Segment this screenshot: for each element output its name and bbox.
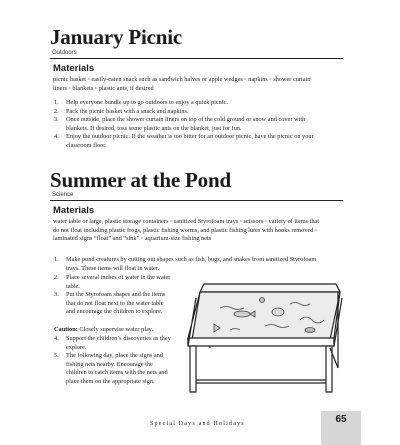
section-divider [50,58,343,59]
activity-title: Summer at the Pond [50,168,231,192]
step-item: 2. Place several inches of water in the water table. [54,274,171,290]
section-divider [50,200,343,201]
step-item: 1. Make pond creatures by cutting out shapes such as fish, bugs, and snakes from sanitized Styrofoam trays. These items will float in water. [54,256,317,272]
page-number: 65 [335,414,347,425]
materials-heading: Materials [53,63,95,74]
materials-list: water table or large, plastic storage containers ◦ sanitized Styrofoam trays ◦ scissors ◦ variety of items that do not float including plastic frogs, plastic fishing worms, and plastic fishing lures with hooks removed ◦ laminated signs “float” and “sink” ◦ aquarium-size fishing nets [53,218,320,243]
steps-list [54,274,172,317]
step-item: 4. Support the children’s discoveries as they explore. [54,335,171,351]
step-item: 5. The following day, place the signs and fishing nets nearby. Encourage the children to catch items with the nets and place them on the appropriate sign. [54,352,168,385]
step-item: 2. Pack the picnic basket with a snack and napkins. [54,107,189,115]
caution-text: Closely supervise water play. [79,326,154,333]
activity-category: Science [52,192,74,198]
materials-list: picnic basket ◦ easily-eaten snack such as sandwich halves or apple wedges ◦ napkins ◦ shower curtain liners ◦ blankets ◦ plastic ants, if desired [53,76,311,92]
activity-title: January Picnic [50,25,182,49]
step-item: 4. Enjoy the outdoor picnic. If the weather is too bitter for an outdoor picnic, have the picnic on your classroom floor. [54,133,314,149]
caution-label: Caution: [54,326,78,333]
water-table-illustration [170,268,345,398]
steps-list [54,335,172,387]
steps-list [54,99,328,151]
section-footer: Special Days and Holidays [150,421,245,427]
step-item: 1. Help everyone bundle up to go outdoors to enjoy a quick picnic. [54,99,228,106]
step-item: 3. Put the Styrofoam shapes and the items that do not float next to the water table and encourage the children to explore. [54,291,166,316]
activity-category: Outdoors [52,50,77,56]
step-item: 3. Once outside, place the shower curtain liners on top of the cold ground or snow and cover with blankets. If desired, toss some plastic ants on the blanket, just for fun. [54,116,306,132]
page-number-box [321,411,361,445]
materials-heading: Materials [53,205,95,216]
